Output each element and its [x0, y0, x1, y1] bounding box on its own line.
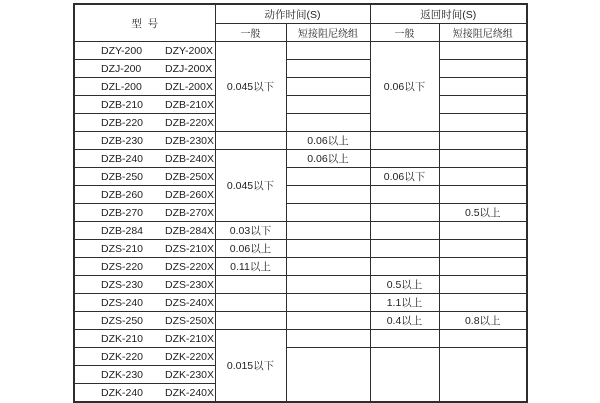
return-time-damped-cell [439, 258, 527, 276]
action-time-damped-cell: 0.06以上 [286, 150, 370, 168]
action-time-damped-cell: 0.06以上 [286, 132, 370, 150]
model-x-variant-label: DZK-210X [165, 332, 215, 345]
model-cell [74, 312, 215, 330]
table-row [74, 348, 527, 366]
model-base-label: DZB-260 [101, 188, 144, 201]
model-cell [74, 384, 215, 403]
action-time-damped-cell [286, 96, 370, 114]
action-damped-winding-subheader: 短接阻尼绕组 [286, 24, 370, 42]
model-x-variant-label: DZB-270X [165, 206, 215, 219]
header-group-row [74, 4, 527, 24]
model-base-label: DZK-230 [101, 368, 144, 381]
model-base-label: DZS-240 [101, 296, 144, 309]
model-x-variant-label: DZS-250X [165, 314, 215, 327]
action-time-damped-cell [286, 222, 370, 240]
model-base-label: DZK-210 [101, 332, 144, 345]
model-cell [74, 78, 215, 96]
model-base-label: DZB-240 [101, 152, 144, 165]
model-base-label: DZK-220 [101, 350, 144, 363]
return-time-damped-cell [439, 294, 527, 312]
model-cell [74, 132, 215, 150]
return-time-general-cell [370, 150, 439, 168]
action-time-general-cell: 0.045以下 [215, 42, 286, 132]
model-cell [74, 348, 215, 366]
model-base-label: DZJ-200 [101, 62, 142, 75]
return-time-general-cell: 0.06以下 [370, 168, 439, 186]
model-x-variant-label: DZK-240X [165, 386, 215, 399]
model-x-variant-label: DZS-220X [165, 260, 215, 273]
model-x-variant-label: DZK-220X [165, 350, 215, 363]
model-base-label: DZB-250 [101, 170, 144, 183]
action-time-damped-cell [286, 42, 370, 60]
return-time-general-cell [370, 348, 439, 403]
model-base-label: DZK-240 [101, 386, 144, 399]
table-row [74, 276, 527, 294]
model-x-variant-label: DZB-220X [165, 116, 215, 129]
table-row [74, 240, 527, 258]
action-time-damped-cell [286, 204, 370, 222]
action-time-group-header: 动作时间(S) [215, 4, 370, 24]
table-row [74, 96, 527, 114]
model-base-label: DZY-200 [101, 44, 143, 57]
model-x-variant-label: DZB-284X [165, 224, 215, 237]
model-x-variant-label: DZK-230X [165, 368, 215, 381]
return-time-damped-cell [439, 96, 527, 114]
table-row [74, 312, 527, 330]
model-cell [74, 222, 215, 240]
table-row [74, 294, 527, 312]
return-general-subheader: 一般 [370, 24, 439, 42]
action-time-general-cell: 0.045以下 [215, 150, 286, 222]
spec-table [73, 3, 528, 403]
table-row [74, 114, 527, 132]
model-x-variant-label: DZJ-200X [165, 62, 213, 75]
model-cell [74, 330, 215, 348]
return-time-damped-cell [439, 78, 527, 96]
return-time-group-header: 返回时间(S) [370, 4, 527, 24]
model-cell [74, 186, 215, 204]
model-cell [74, 114, 215, 132]
model-x-variant-label: DZY-200X [165, 44, 214, 57]
action-time-damped-cell [286, 186, 370, 204]
return-time-damped-cell [439, 150, 527, 168]
action-time-general-cell: 0.03以下 [215, 222, 286, 240]
model-cell [74, 258, 215, 276]
model-cell [74, 96, 215, 114]
action-time-damped-cell [286, 114, 370, 132]
model-base-label: DZB-230 [101, 134, 144, 147]
return-time-general-cell [370, 186, 439, 204]
return-time-general-cell: 0.4以上 [370, 312, 439, 330]
table-row [74, 330, 527, 348]
action-time-general-cell [215, 312, 286, 330]
action-time-damped-cell [286, 312, 370, 330]
table-row [74, 222, 527, 240]
return-time-damped-cell [439, 114, 527, 132]
model-base-label: DZB-270 [101, 206, 144, 219]
return-time-damped-cell: 0.8以上 [439, 312, 527, 330]
return-damped-winding-subheader: 短接阻尼绕组 [439, 24, 527, 42]
model-base-label: DZB-220 [101, 116, 144, 129]
return-time-general-cell: 1.1以上 [370, 294, 439, 312]
model-base-label: DZB-210 [101, 98, 144, 111]
table-row [74, 78, 527, 96]
return-time-damped-cell [439, 60, 527, 78]
model-x-variant-label: DZS-210X [165, 242, 215, 255]
table-row [74, 168, 527, 186]
return-time-general-cell [370, 204, 439, 222]
table-row [74, 258, 527, 276]
model-x-variant-label: DZS-230X [165, 278, 215, 291]
return-time-general-cell [370, 330, 439, 348]
model-column-header: 型 号 [74, 4, 215, 42]
table-row [74, 42, 527, 60]
return-time-damped-cell [439, 240, 527, 258]
return-time-general-cell: 0.5以上 [370, 276, 439, 294]
model-x-variant-label: DZB-260X [165, 188, 215, 201]
action-time-general-cell [215, 132, 286, 150]
action-general-subheader: 一般 [215, 24, 286, 42]
model-x-variant-label: DZB-240X [165, 152, 215, 165]
return-time-general-cell: 0.06以下 [370, 42, 439, 132]
return-time-damped-cell: 0.5以上 [439, 204, 527, 222]
model-cell [74, 366, 215, 384]
model-base-label: DZL-200 [101, 80, 142, 93]
table-row [74, 132, 527, 150]
action-time-general-cell [215, 276, 286, 294]
model-base-label: DZS-230 [101, 278, 144, 291]
return-time-damped-cell [439, 168, 527, 186]
return-time-damped-cell [439, 42, 527, 60]
model-cell [74, 42, 215, 60]
model-x-variant-label: DZB-210X [165, 98, 215, 111]
model-x-variant-label: DZB-230X [165, 134, 215, 147]
return-time-general-cell [370, 222, 439, 240]
return-time-damped-cell [439, 276, 527, 294]
table-row [74, 150, 527, 168]
relay-timing-table [73, 3, 528, 403]
model-base-label: DZS-210 [101, 242, 144, 255]
model-cell [74, 240, 215, 258]
action-time-general-cell: 0.11以上 [215, 258, 286, 276]
action-time-general-cell [215, 294, 286, 312]
return-time-damped-cell [439, 132, 527, 150]
spec-table-body [74, 42, 527, 403]
spec-table-header [74, 4, 527, 42]
action-time-damped-cell [286, 330, 370, 348]
action-time-damped-cell [286, 348, 370, 403]
return-time-damped-cell [439, 186, 527, 204]
model-cell [74, 150, 215, 168]
action-time-damped-cell [286, 60, 370, 78]
action-time-damped-cell [286, 258, 370, 276]
model-x-variant-label: DZB-250X [165, 170, 215, 183]
model-x-variant-label: DZS-240X [165, 296, 215, 309]
table-row [74, 60, 527, 78]
model-x-variant-label: DZL-200X [165, 80, 213, 93]
action-time-damped-cell [286, 78, 370, 96]
return-time-general-cell [370, 258, 439, 276]
model-base-label: DZB-284 [101, 224, 144, 237]
action-time-damped-cell [286, 276, 370, 294]
table-row [74, 186, 527, 204]
return-time-damped-cell [439, 348, 527, 403]
table-row [74, 204, 527, 222]
action-time-general-cell: 0.015以下 [215, 330, 286, 403]
model-cell [74, 276, 215, 294]
model-cell [74, 204, 215, 222]
return-time-general-cell [370, 240, 439, 258]
return-time-damped-cell [439, 222, 527, 240]
action-time-general-cell: 0.06以上 [215, 240, 286, 258]
model-cell [74, 294, 215, 312]
model-base-label: DZS-220 [101, 260, 144, 273]
return-time-damped-cell [439, 330, 527, 348]
return-time-general-cell [370, 132, 439, 150]
action-time-damped-cell [286, 294, 370, 312]
model-cell [74, 60, 215, 78]
action-time-damped-cell [286, 240, 370, 258]
model-base-label: DZS-250 [101, 314, 144, 327]
model-cell [74, 168, 215, 186]
action-time-damped-cell [286, 168, 370, 186]
